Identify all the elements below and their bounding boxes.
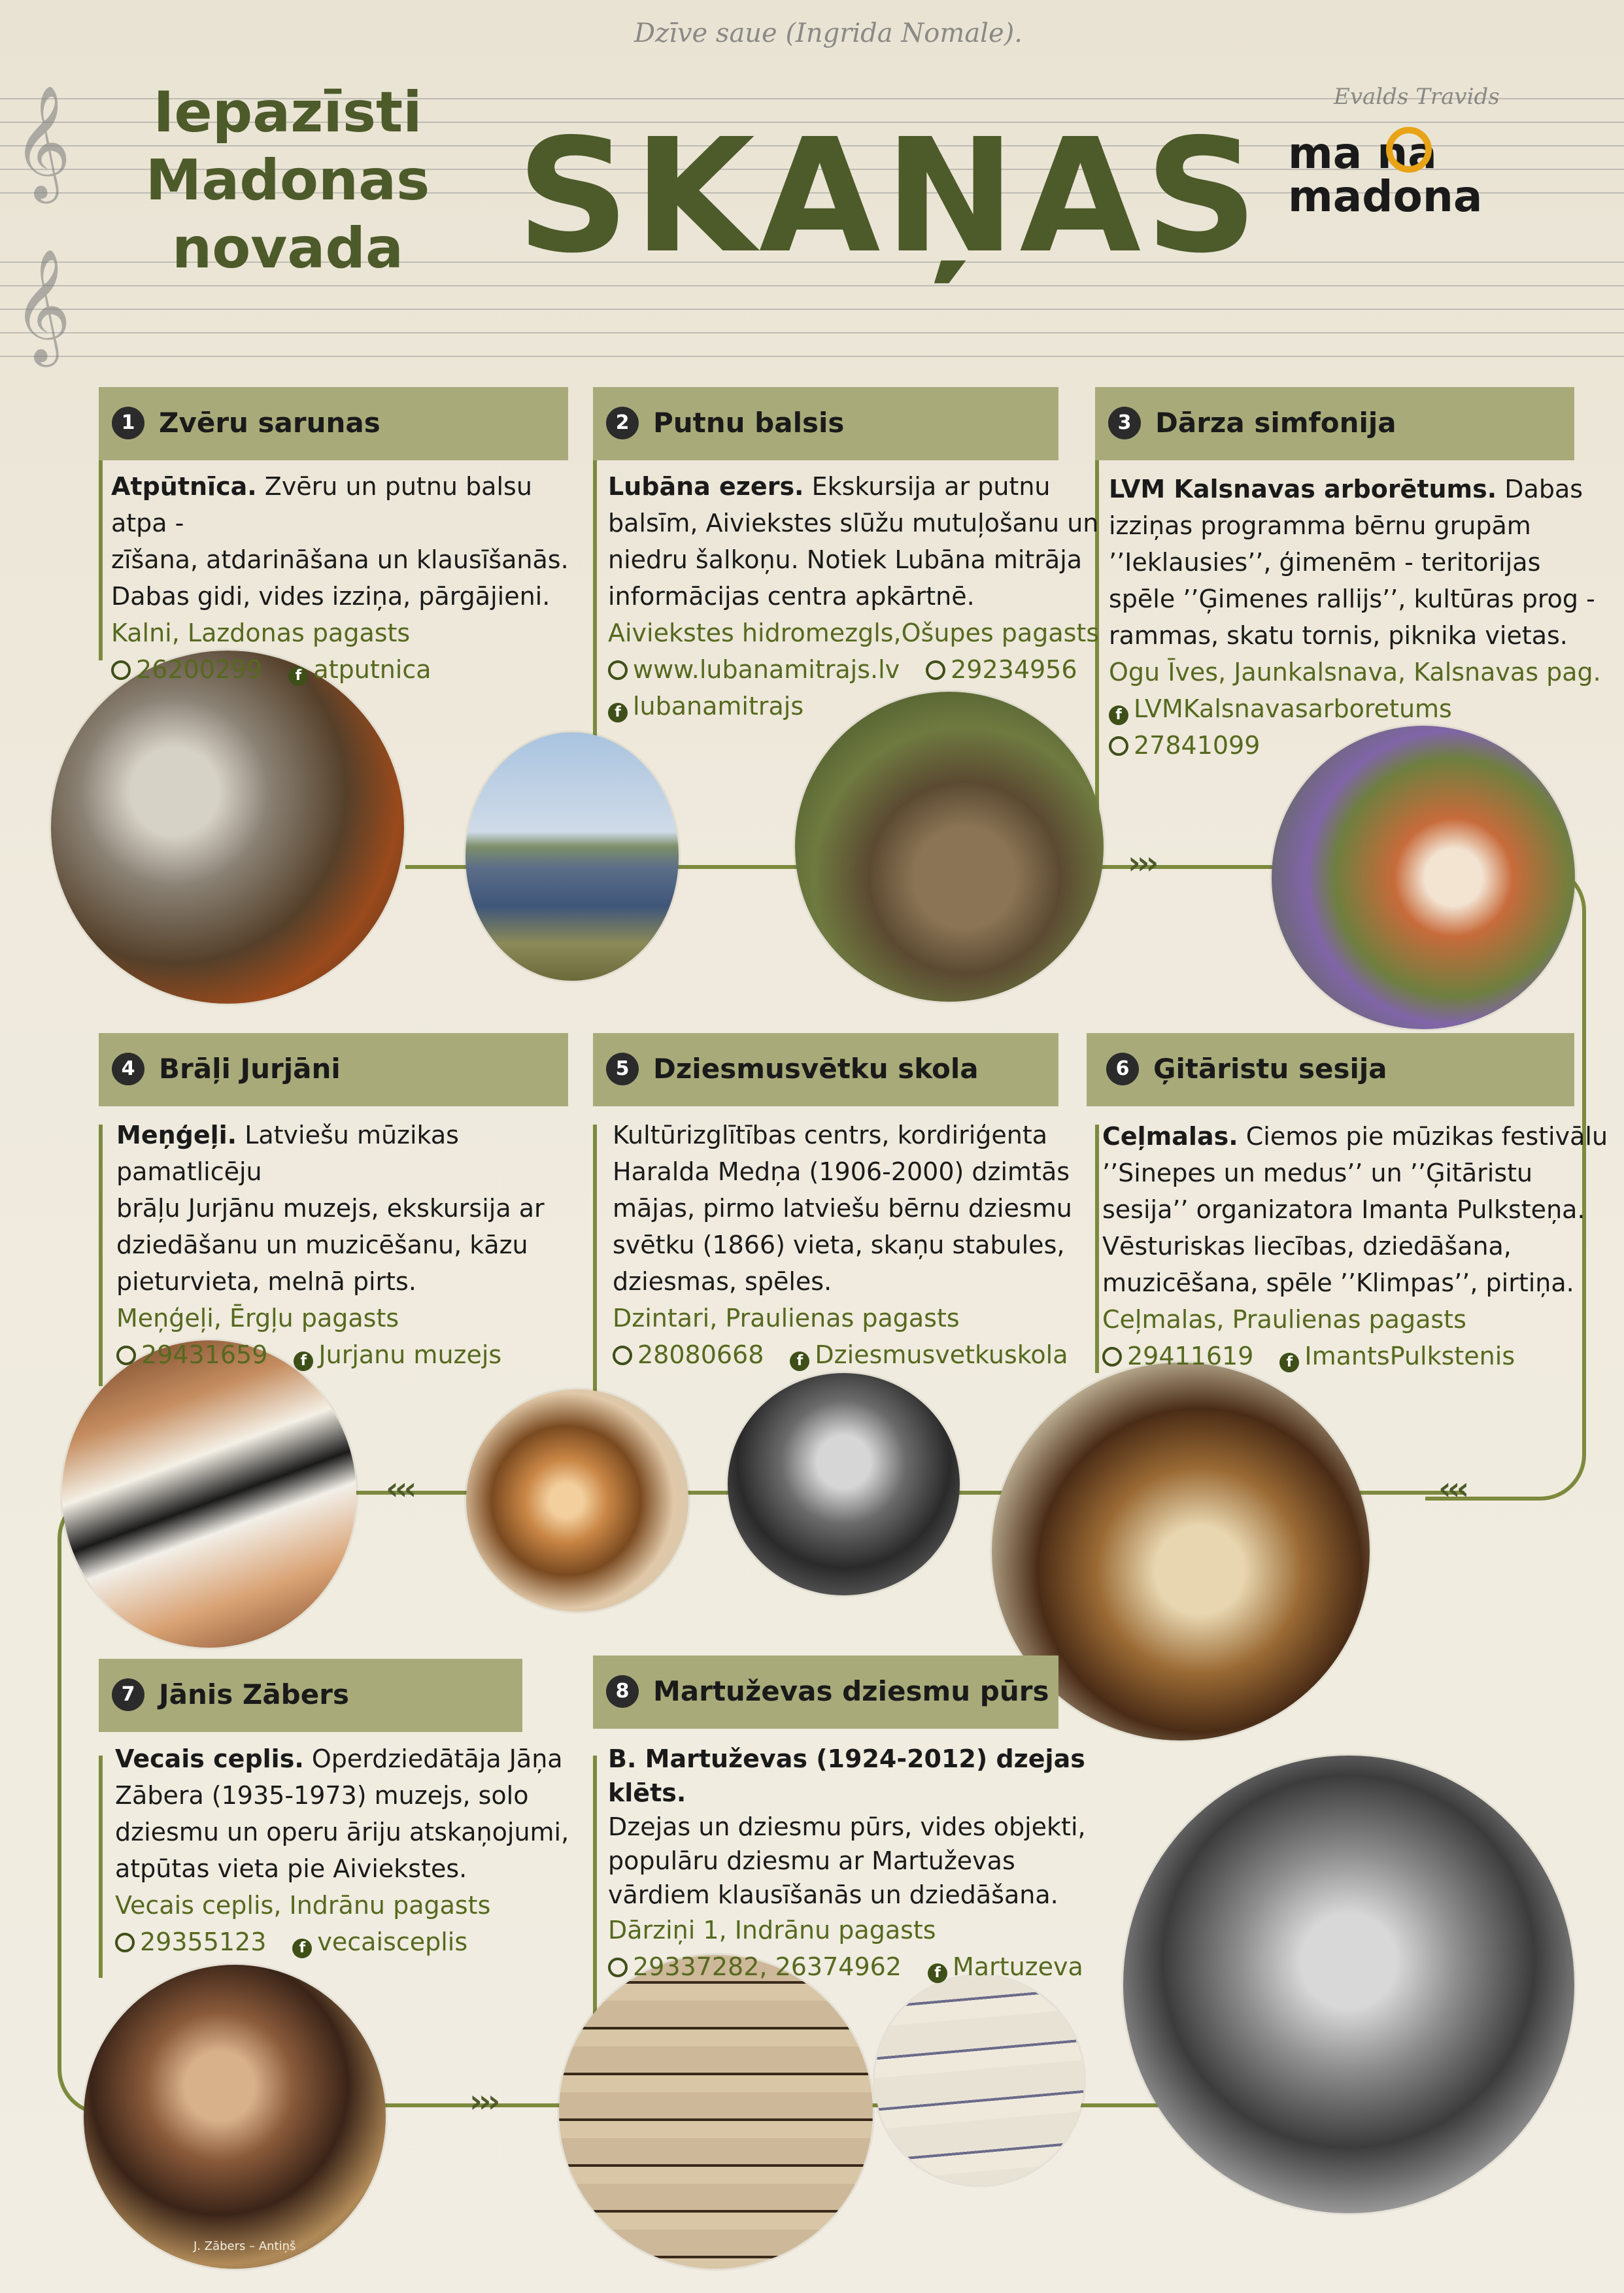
section-place: Ceļmalas, Praulienas pagasts [1102,1305,1466,1334]
photo-janis-zabers [84,1965,386,2269]
photo-violinist [1272,726,1575,1029]
section-text: sesija’’ organizatora Imanta Pulksteņa. [1102,1195,1585,1224]
section-contacts [613,1336,1090,1373]
facebook-icon: f [928,1963,947,1983]
section-text: svētku (1866) vieta, skaņu stabules, [613,1231,1065,1259]
section-place: Ogu Īves, Jaunkalsnava, Kalsnavas pag. [1109,658,1601,687]
section-number: 4 [112,1053,144,1085]
section-header [593,1033,1058,1106]
section-text: Ekskursija ar putnu [811,472,1051,501]
section-text: izziņas programma bērnu grupām [1109,511,1531,540]
phone-icon [1102,1347,1122,1367]
section-header [99,1033,568,1106]
section-lead: Lubāna ezers. [608,472,804,501]
staff-line [0,332,1624,333]
section-lead: LVM Kalsnavas arborētums. [1109,475,1497,503]
phone-icon [926,660,945,680]
section-body [116,1117,587,1373]
photo-handwritten-lyrics [875,1976,1084,2185]
section-text: Dzejas un dziesmu pūrs, vides objekti, [608,1812,1086,1841]
section-body [608,1742,1118,1985]
section-text: ’’Ieklausies’’, ģimenēm - teritorijas [1109,548,1541,577]
section-number: 8 [606,1675,639,1708]
section-lead: Meņģeļi. [116,1121,237,1149]
photo-french-horn [466,1389,688,1612]
section-text: Haralda Medņa (1906-2000) dzimtās [613,1157,1070,1186]
section-header [593,387,1058,460]
section-title: Dārza simfonija [1155,407,1396,439]
phone-icon [111,660,131,680]
phone-icon [613,1346,632,1365]
facebook-link[interactable]: atputnica [313,655,431,684]
section-body [1102,1118,1612,1374]
section-text: muzicēšana, spēle ’’Klimpas’’, pirtiņa. [1102,1268,1574,1297]
section-contacts [1109,727,1606,764]
manuscript-author: Evalds Travids [1334,84,1500,110]
photo-caption: J. Zābers – Antiņš [194,2239,296,2253]
section-text: dziedāšanu un muzicēšanu, kāzu [116,1231,528,1259]
facebook-icon: f [790,1351,809,1371]
route-line [1095,1125,1099,1373]
section-place: Meņģeļi, Ērgļu pagasts [116,1304,399,1333]
phone-number[interactable]: 28080668 [637,1340,764,1369]
photo-two-women-accordion [1123,1756,1574,2213]
section-title: Jānis Zābers [159,1678,349,1710]
route-line [593,1756,597,2037]
phone-number[interactable]: 29234956 [951,655,1077,684]
website-link[interactable]: www.lubanamitrajs.lv [633,655,900,684]
phone-number[interactable]: 29411619 [1127,1342,1254,1370]
section-text: atpūtas vieta pie Aiviekstes. [115,1854,467,1883]
photo-music-score [559,1955,873,2269]
section-text: Zābera (1935-1973) muzejs, solo [115,1781,529,1810]
section-title: Putnu balsis [653,407,845,439]
section-text: balsīm, Aiviekstes slūžu mutuļošanu un [608,509,1099,537]
section-contacts [608,688,1105,724]
facebook-link[interactable]: Dziesmusvetkuskola [815,1340,1068,1369]
facebook-link[interactable]: lubanamitrajs [633,692,804,721]
treble-clef-icon: 𝄞 [13,248,71,362]
section-lead: B. Martuževas (1924-2012) dzejas klēts. [608,1744,1085,1807]
section-header [1087,1033,1574,1106]
section-text: spēle ’’Ģimenes rallijs’’, kultūras prog - [1109,585,1595,613]
chevron-right-icon: ››› [1128,845,1155,881]
section-number: 5 [606,1053,639,1085]
section-text: vārdiem klausīšanās un dziedāšana. [608,1880,1058,1909]
section-text: Vēsturiskas liecības, dziedāšana, [1102,1232,1512,1261]
facebook-icon: f [292,1939,312,1958]
phone-number[interactable]: 29431659 [141,1340,268,1369]
section-text: populāru dziesmu ar Martuževas [608,1846,1015,1875]
chevron-left-icon: ‹‹‹ [386,1470,413,1507]
phone-icon [115,1933,135,1952]
section-text: Dabas [1504,475,1583,503]
logo-line-2: madona [1288,171,1483,222]
section-body [613,1117,1090,1373]
facebook-link[interactable]: Martuzeva [953,1952,1083,1981]
title-left-block [111,78,464,282]
section-text: Kultūrizglītības centrs, kordiriģenta [613,1121,1048,1149]
section-header [1095,387,1574,460]
section-number: 7 [112,1678,144,1711]
phone-number[interactable]: 26200299 [136,655,263,684]
facebook-icon: f [1109,705,1128,725]
title-line-3: novada [172,216,403,281]
section-place: Kalni, Lazdonas pagasts [111,619,411,647]
section-title: Zvēru sarunas [159,407,381,439]
phone-icon [116,1346,136,1365]
facebook-link[interactable]: ImantsPulkstenis [1304,1342,1515,1370]
title-line-1: Iepazīsti [153,80,422,145]
manuscript-title: Dzīve saue (Ingrida Nomale). [634,18,1023,48]
phone-icon [608,1958,628,1977]
section-header [593,1656,1058,1729]
photo-haralds-mednis [728,1373,960,1595]
facebook-icon: f [1279,1353,1299,1372]
route-line [99,425,103,660]
facebook-icon: f [294,1351,313,1371]
section-text: zīšana, atdarināšana un klausīšanās. [111,545,569,574]
section-number: 6 [1106,1053,1139,1085]
section-body [608,468,1105,724]
section-lead: Vecais ceplis. [115,1744,304,1773]
section-contacts [115,1924,586,1960]
phone-number[interactable]: 29355123 [140,1928,267,1956]
section-contacts [1109,690,1606,727]
section-text: Ciemos pie mūzikas festivālu [1245,1122,1608,1151]
section-text: dziesmu un operu āriju atskaņojumi, [115,1818,569,1846]
facebook-icon: f [288,666,308,686]
section-contacts [608,1948,1118,1985]
title-line-2: Madonas [145,148,430,213]
section-place: Aiviekstes hidromezgls,Ošupes pagasts [608,619,1100,647]
treble-clef-icon: 𝄞 [13,85,71,199]
section-place: Dārziņi 1, Indrānu pagasts [608,1916,936,1945]
section-text: niedru šalkoņu. Notiek Lubāna mitrāja [608,545,1083,574]
section-text: Zvēru un putnu balsu atpa - [111,472,532,537]
phone-icon [1109,736,1128,756]
section-text: mājas, pirmo latviešu bērnu dziesmu [613,1194,1072,1223]
facebook-icon: f [608,703,628,722]
section-place: Dzintari, Praulienas pagasts [613,1304,960,1333]
page-title: SKAŅAS [516,105,1262,288]
section-header [99,387,568,460]
facebook-link[interactable]: LVMKalsnavasarboretums [1134,694,1452,723]
section-contacts [1102,1338,1612,1374]
section-title: Brāļi Jurjāni [159,1053,341,1085]
route-line [593,1125,597,1399]
section-body [115,1741,586,1960]
section-header [99,1659,522,1732]
section-number: 3 [1108,407,1141,439]
photo-lubana-lake [465,732,679,981]
photo-piano-hands [62,1340,356,1648]
sun-logo-icon [1386,127,1432,173]
logo-line-1: ma na [1288,128,1437,178]
photo-howling-wolf [51,651,404,1004]
route-line [99,1125,103,1386]
chevron-right-icon: ››› [469,2083,497,2120]
staff-line [0,356,1624,357]
section-text: Dabas gidi, vides izziņa, pārgājieni. [111,582,550,611]
section-text: pieturvieta, melnā pirts. [116,1267,416,1296]
section-title: Dziesmusvētku skola [653,1053,979,1085]
section-contacts [116,1336,587,1373]
section-title: Martuževas dziesmu pūrs [653,1675,1049,1707]
section-lead: Atpūtnīca. [111,472,257,501]
route-line [99,1756,103,1978]
section-number: 1 [112,407,144,439]
section-body [111,468,588,688]
staff-line [0,309,1624,310]
section-text: brāļu Jurjānu muzejs, ekskursija ar [116,1194,545,1223]
section-text: dziesmas, spēles. [613,1267,832,1296]
madona-logo [1288,128,1523,222]
section-title: Ģitāristu sesija [1153,1053,1387,1085]
globe-icon [608,660,628,680]
phone-number[interactable]: 27841099 [1134,731,1260,760]
section-number: 2 [606,407,639,439]
section-text: Operdziedātāja Jāņa [311,1744,563,1773]
section-text: informācijas centra apkārtnē. [608,582,975,611]
chevron-left-icon: ‹‹‹ [1438,1470,1466,1507]
section-contacts [608,651,1105,688]
phone-number[interactable]: 29337282, 26374962 [633,1952,902,1981]
photo-snipe-bird [795,692,1104,1002]
facebook-link[interactable]: Jurjanu muzejs [318,1340,502,1369]
section-place: Vecais ceplis, Indrānu pagasts [115,1891,491,1920]
section-text: rammas, skatu tornis, piknika vietas. [1109,621,1568,650]
facebook-link[interactable]: vecaisceplis [317,1928,468,1956]
section-lead: Ceļmalas. [1102,1122,1238,1151]
section-contacts [111,651,588,688]
section-text: ’’Sinepes un medus’’ un ’’Ģitāristu [1102,1159,1533,1187]
section-text: Latviešu mūzikas pamatlicēju [116,1121,459,1186]
section-body [1109,471,1606,764]
